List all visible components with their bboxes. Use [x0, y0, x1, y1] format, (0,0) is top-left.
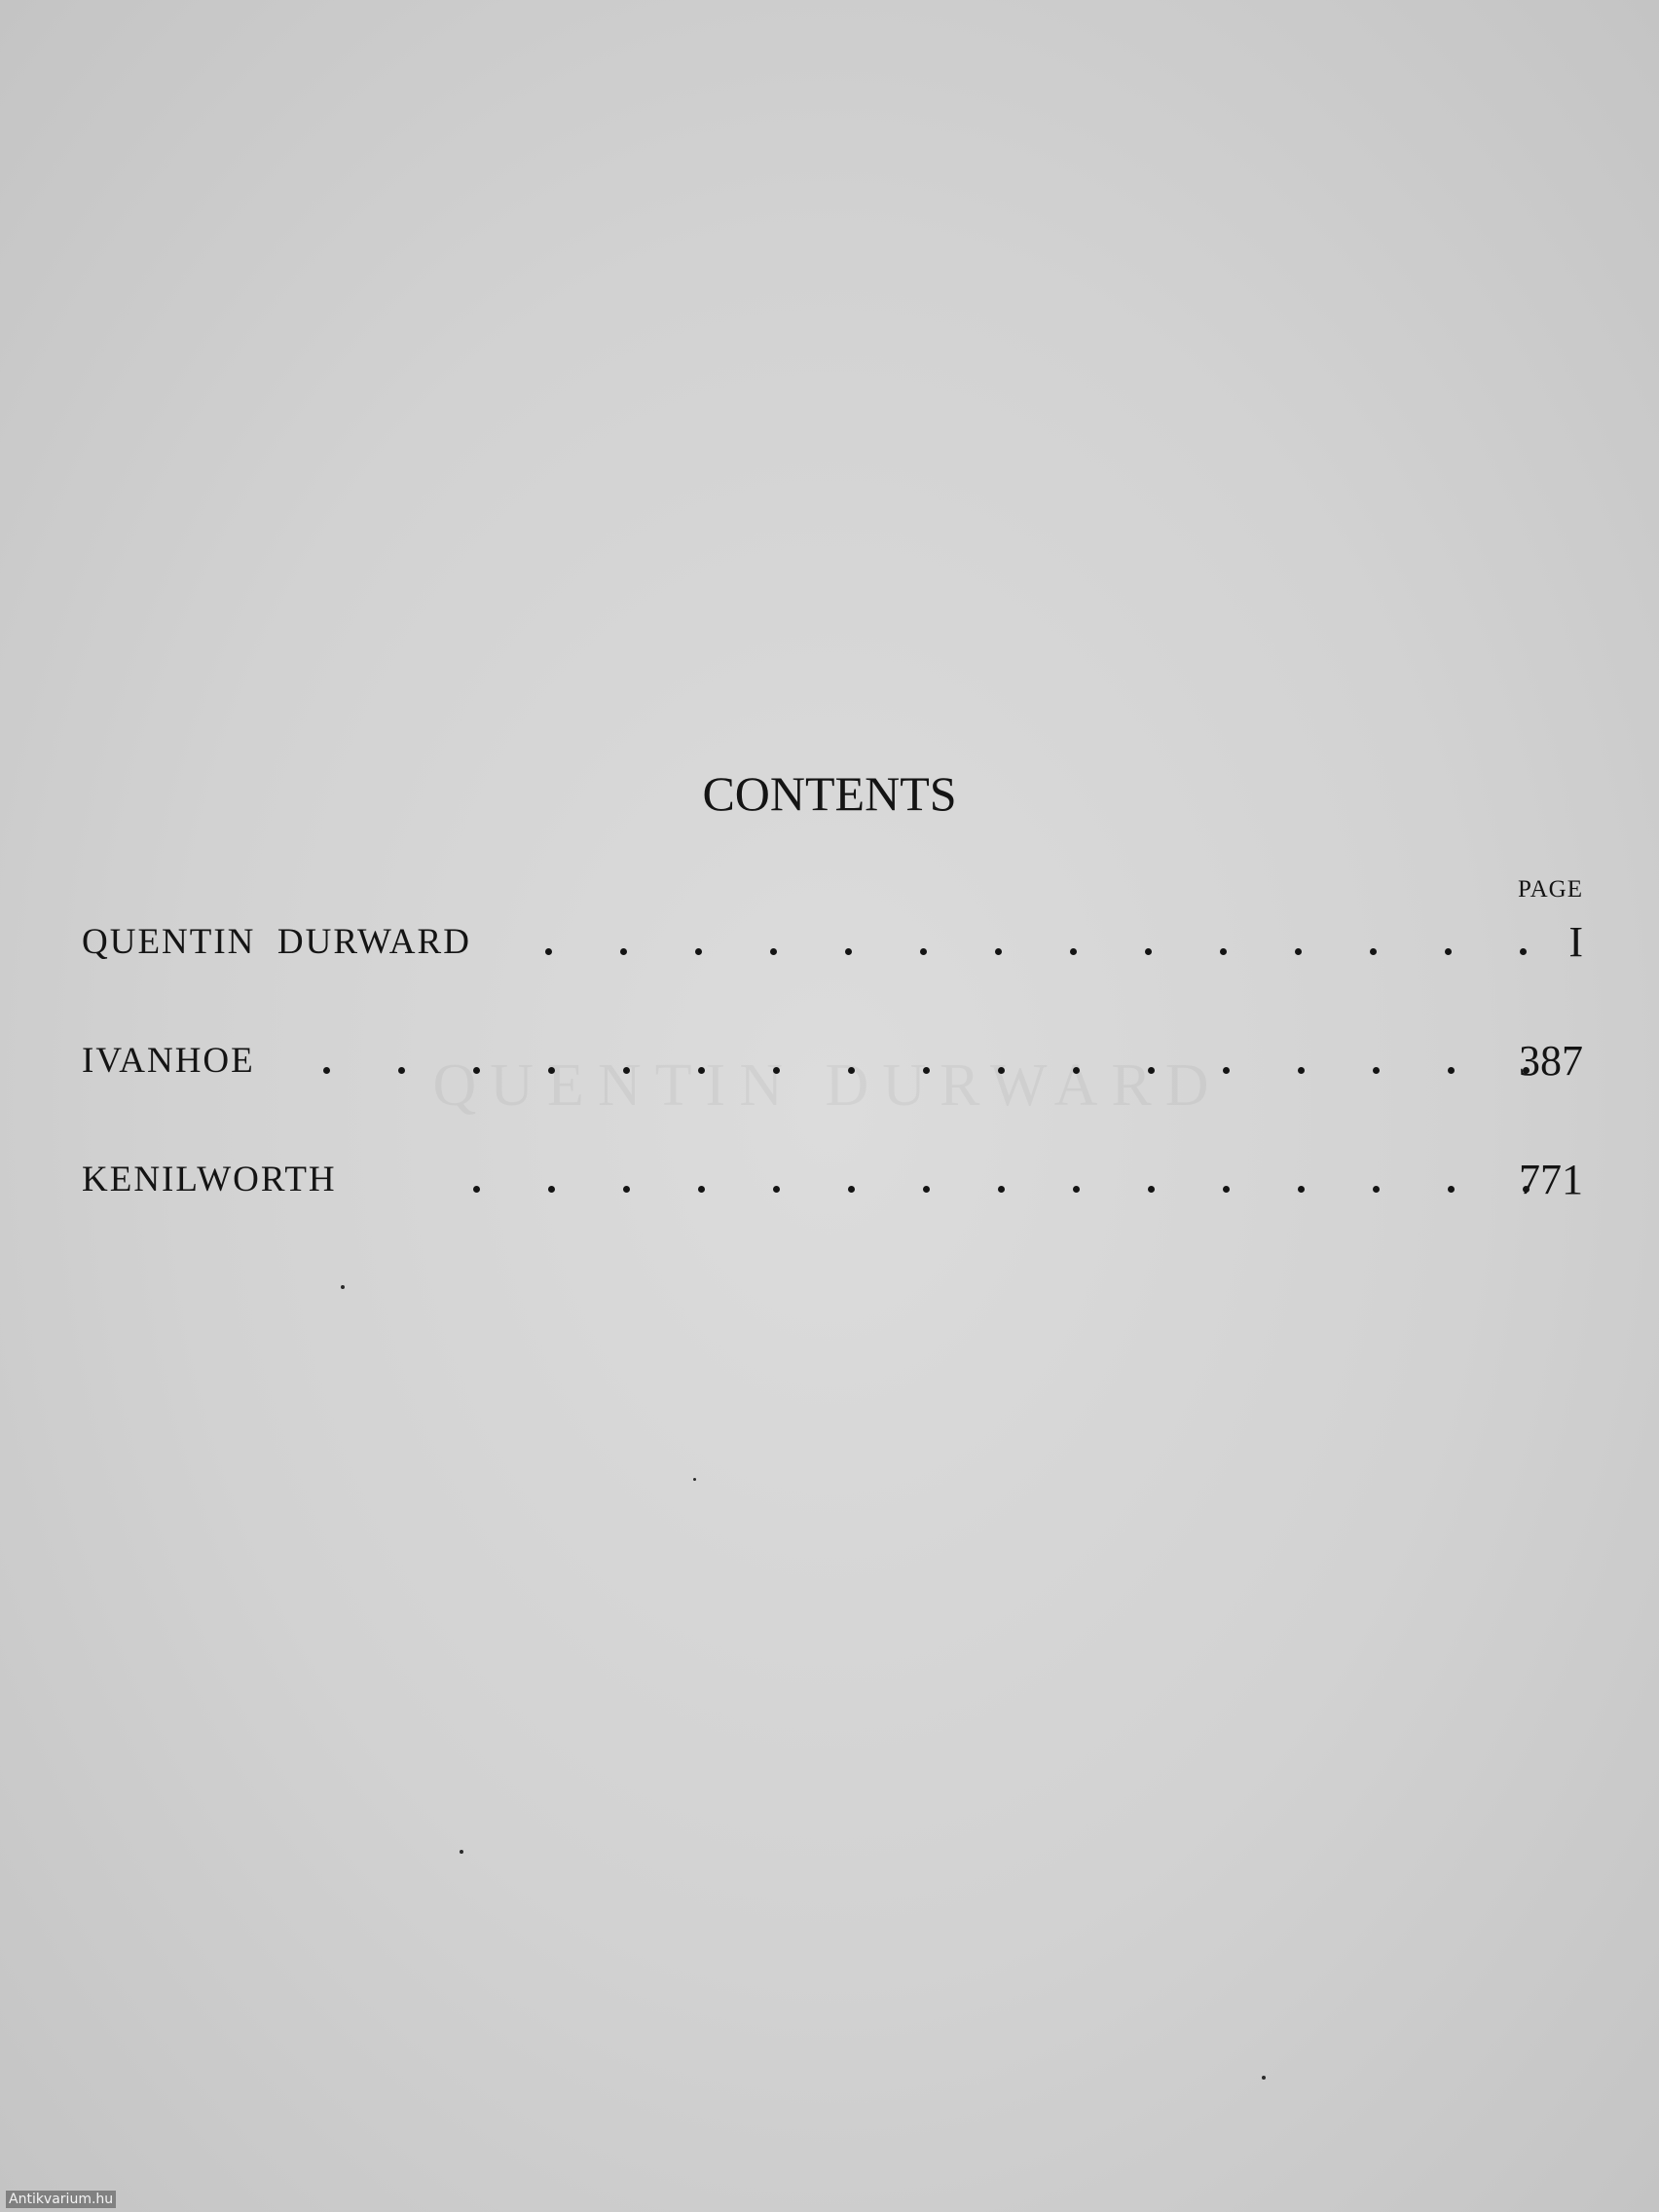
leader-dot — [1220, 948, 1227, 955]
leader-dot — [845, 948, 852, 955]
toc-entry-quentin-durward[interactable] — [82, 913, 1583, 972]
leader-dot — [545, 948, 552, 955]
leader-dot — [1148, 1067, 1155, 1074]
leader-dot — [323, 1067, 330, 1074]
leader-dot — [1145, 948, 1152, 955]
leader-dot — [698, 1067, 705, 1074]
toc-entry-page: I — [1568, 918, 1583, 966]
leader-dot — [1448, 1067, 1455, 1074]
leader-dot — [1223, 1186, 1230, 1193]
leader-dot — [1370, 948, 1377, 955]
leader-dot — [698, 1186, 705, 1193]
leader-dot — [620, 948, 627, 955]
leader-dot — [1373, 1186, 1380, 1193]
leader-dot — [623, 1067, 630, 1074]
toc-entry-title: KENILWORTH — [82, 1160, 337, 1199]
paper-speck — [341, 1285, 345, 1289]
toc-entry-page: 771 — [1519, 1156, 1583, 1203]
paper-speck — [1262, 2076, 1266, 2080]
leader-dot — [1148, 1186, 1155, 1193]
leader-dot — [1223, 1067, 1230, 1074]
toc-entry-kenilworth[interactable] — [82, 1151, 1583, 1209]
leader-dot — [923, 1067, 930, 1074]
toc-entry-title: QUENTIN DURWARD — [82, 922, 471, 962]
leader-dot — [995, 948, 1002, 955]
leader-dot — [998, 1186, 1005, 1193]
leader-dot — [1298, 1067, 1305, 1074]
watermark-credit: Antikvarium.hu — [6, 2191, 116, 2208]
leader-dot — [1070, 948, 1077, 955]
leader-dot — [998, 1067, 1005, 1074]
paper-speck — [693, 1478, 696, 1481]
leader-dot — [548, 1186, 555, 1193]
leader-dot — [848, 1186, 855, 1193]
leader-dot — [1373, 1067, 1380, 1074]
paper-speck — [460, 1850, 463, 1854]
leader-dot — [398, 1067, 405, 1074]
page-column-label: PAGE — [1518, 876, 1583, 903]
leader-dot — [548, 1067, 555, 1074]
leader-dot — [1445, 948, 1452, 955]
leader-dot — [623, 1186, 630, 1193]
leader-dot — [473, 1186, 480, 1193]
toc-entry-page: 387 — [1519, 1037, 1583, 1085]
leader-dot — [848, 1067, 855, 1074]
leader-dot — [1073, 1186, 1080, 1193]
toc-entry-ivanhoe[interactable] — [82, 1032, 1583, 1090]
leader-dot — [923, 1186, 930, 1193]
leader-dot — [1448, 1186, 1455, 1193]
leader-dot — [1295, 948, 1302, 955]
leader-dot — [695, 948, 702, 955]
leader-dot — [920, 948, 927, 955]
leader-dot — [473, 1067, 480, 1074]
contents-heading: CONTENTS — [702, 766, 957, 821]
leader-dot — [1073, 1067, 1080, 1074]
leader-dot — [1298, 1186, 1305, 1193]
leader-dot — [1520, 948, 1527, 955]
leader-dot — [770, 948, 777, 955]
leader-dot — [773, 1186, 780, 1193]
toc-entry-title: IVANHOE — [82, 1041, 255, 1081]
leader-dot — [773, 1067, 780, 1074]
